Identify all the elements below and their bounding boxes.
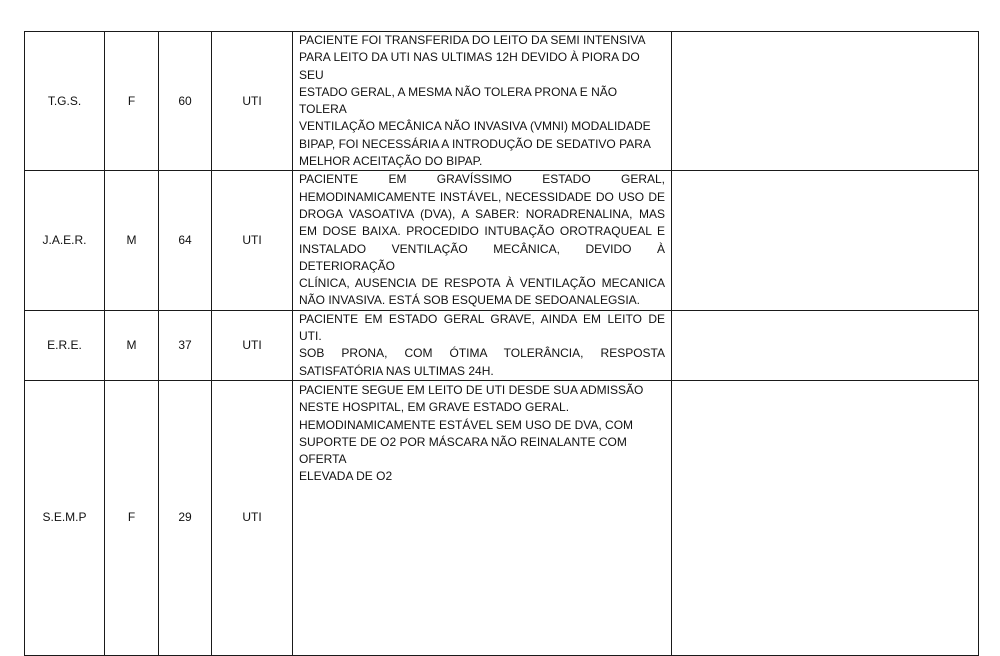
description-line: SOB PRONA, COM ÓTIMA TOLERÂNCIA, RESPOSTA	[299, 346, 665, 361]
description-line: VENTILAÇÃO MECÂNICA NÃO INVASIVA (VMNI) MODALIDADE	[299, 119, 651, 134]
description-line: ELEVADA DE O2	[299, 469, 393, 484]
description-line: CLÍNICA, AUSENCIA DE RESPOTA À VENTILAÇÃO MECANICA	[299, 276, 665, 291]
patient-sex: F	[105, 380, 159, 655]
patient-initials: E.R.E.	[25, 310, 105, 380]
clinical-description	[293, 380, 672, 655]
description-line: HEMODINAMICAMENTE ESTÁVEL SEM USO DE DVA, COM	[299, 417, 634, 432]
patient-initials: J.A.E.R.	[25, 171, 105, 310]
patient-sex: M	[105, 310, 159, 380]
clinical-description	[293, 171, 672, 310]
description-line: NESTE HOSPITAL, EM GRAVE ESTADO GERAL.	[299, 400, 570, 415]
description-line: PACIENTE FOI TRANSFERIDA DO LEITO DA SEMI INTENSIVA	[299, 33, 646, 47]
description-line: PACIENTE EM GRAVÍSSIMO ESTADO GERAL,	[299, 172, 665, 187]
description-line: HEMODINAMICAMENTE INSTÁVEL, NECESSIDADE DO USO DE	[299, 189, 665, 204]
patient-unit: UTI	[212, 171, 293, 310]
patient-age: 64	[159, 171, 212, 310]
notes-cell	[672, 380, 979, 655]
description-line: PACIENTE EM ESTADO GERAL GRAVE, AINDA EM LEITO DE UTI.	[299, 311, 665, 344]
patient-age: 37	[159, 310, 212, 380]
table-row	[25, 32, 979, 171]
patient-unit: UTI	[212, 380, 293, 655]
patient-table	[24, 31, 979, 656]
patient-unit: UTI	[212, 310, 293, 380]
clinical-description	[293, 32, 672, 171]
patient-initials: T.G.S.	[25, 32, 105, 171]
patient-sex: F	[105, 32, 159, 171]
description-line: INSTALADO VENTILAÇÃO MECÂNICA, DEVIDO À DETERIORAÇÃO	[299, 241, 665, 273]
patient-age: 60	[159, 32, 212, 171]
description-line: BIPAP, FOI NECESSÁRIA A INTRODUÇÃO DE SEDATIVO PARA	[299, 136, 651, 151]
notes-cell	[672, 32, 979, 171]
description-line: PARA LEITO DA UTI NAS ULTIMAS 12H DEVIDO À PIORA DO SEU	[299, 50, 640, 82]
description-line: PACIENTE SEGUE EM LEITO DE UTI DESDE SUA ADMISSÃO	[299, 382, 644, 397]
description-line: MELHOR ACEITAÇÃO DO BIPAP.	[299, 154, 483, 169]
patient-unit: UTI	[212, 32, 293, 171]
patient-initials: S.E.M.P	[25, 380, 105, 655]
description-line: SUPORTE DE O2 POR MÁSCARA NÃO REINALANTE COM OFERTA	[299, 434, 627, 467]
table-row	[25, 380, 979, 655]
description-line: SATISFATÓRIA NAS ULTIMAS 24H.	[299, 363, 494, 378]
notes-cell	[672, 310, 979, 380]
table-row	[25, 171, 979, 310]
table-row	[25, 310, 979, 380]
patient-age: 29	[159, 380, 212, 655]
description-line: ESTADO GERAL, A MESMA NÃO TOLERA PRONA E NÃO TOLERA	[299, 84, 618, 117]
clinical-description	[293, 310, 672, 380]
description-line: EM DOSE BAIXA. PROCEDIDO INTUBAÇÃO OROTRAQUEAL E	[299, 224, 665, 239]
description-line: NÃO INVASIVA. ESTÁ SOB ESQUEMA DE SEDOANALEGSIA.	[299, 293, 640, 308]
patient-sex: M	[105, 171, 159, 310]
notes-cell	[672, 171, 979, 310]
description-line: DROGA VASOATIVA (DVA), A SABER: NORADRENALINA, MAS	[299, 206, 665, 221]
